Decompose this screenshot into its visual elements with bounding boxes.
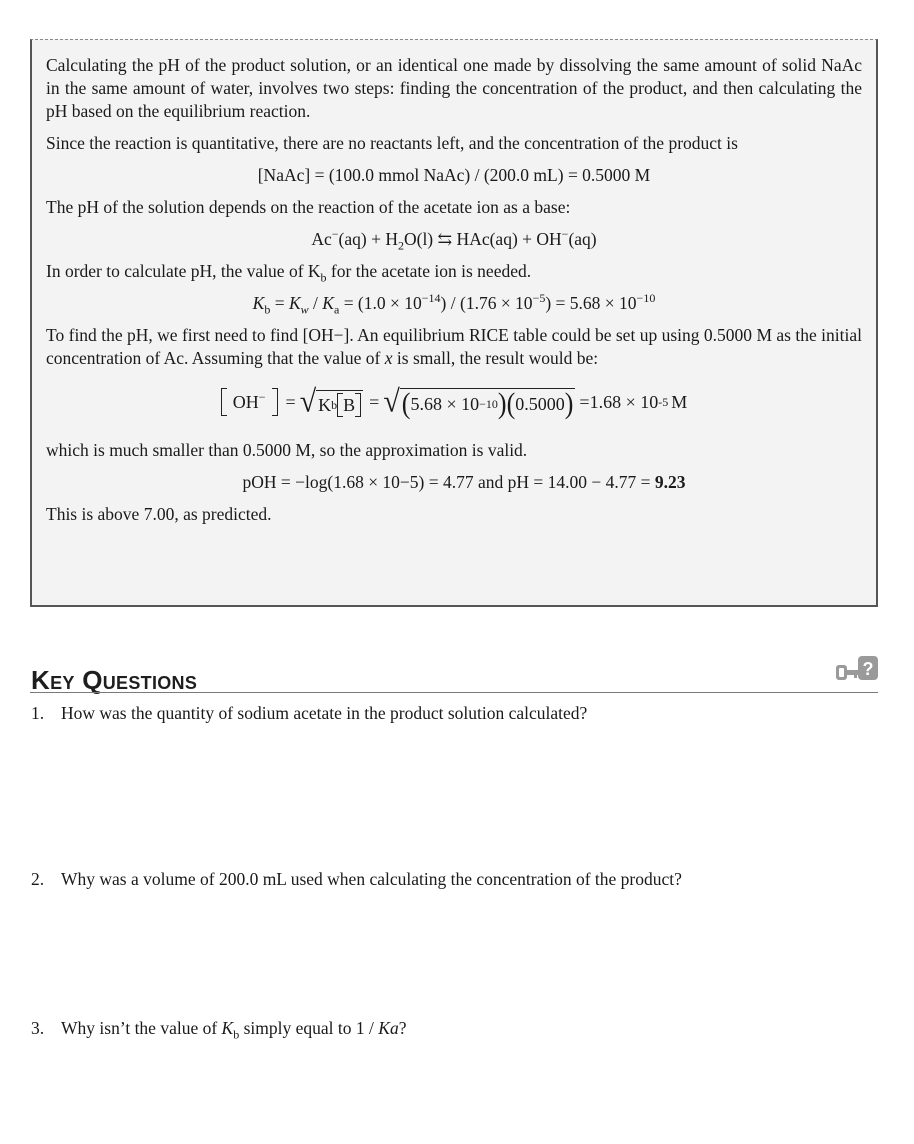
sqrt-conc: 0.5000: [515, 393, 565, 414]
find-oh-text: To find the pH, we first need to find [OH−]. An equilibrium RICE table could be set up using 0.5000 M as the initial concentration of Ac. Assuming that the value of: [46, 325, 862, 368]
question-2: [31, 869, 682, 890]
kb-needed-paragraph: In order to calculate pH, the value of $K_b$ for the acetate ion is needed.: [46, 261, 532, 285]
intro-paragraph: Calculating the pH of the product solution, or an identical one made by dissolving the same amount of solid NaAc in the same amount of water, involves two steps: finding the concentration of the product, and then calculating the pH based on the equilibrium reaction.: [46, 55, 862, 121]
question-text: Why was a volume of 200.0 mL used when calculating the concentration of the product?: [61, 869, 682, 889]
question-text-post: simply equal to 1 /: [239, 1018, 379, 1038]
svg-text:?: ?: [862, 659, 874, 679]
ph-answer: 9.23: [654, 472, 686, 492]
question-k-sub: b: [233, 1027, 240, 1042]
question-number: 1.: [31, 703, 45, 723]
kb-needed-post: for the acetate ion is needed.: [326, 261, 532, 281]
sqrt-numeric: √ ( 5.68 × 10 −10 ) ( 0.5000 ): [383, 384, 574, 421]
poh-equation: [46, 471, 862, 494]
kb-needed-pre: In order to calculate pH, the value of K: [46, 261, 321, 281]
sqrt-kb-b: √ K b B: [300, 387, 363, 417]
kb-calculation-equation: $K_b = K_w / K_a = (1.0 \times 10^{-14}) / (1.76 \times 10^{-5}) = 5.68 \times 10^{-10}$: [252, 291, 656, 317]
find-oh-end: is small, the result would be:: [392, 348, 599, 368]
question-text: How was the quantity of sodium acetate in the product solution calculated?: [61, 703, 588, 723]
question-k: K: [221, 1018, 234, 1038]
poh-text: pOH = −log(1.68 × 10−5) = 4.77 and pH = 14.00 − 4.77 =: [242, 472, 655, 492]
quantitative-paragraph: Since the reaction is quantitative, there are no reactants left, and the concentration of the product is: [46, 133, 738, 153]
hydroxide-sqrt-equation: OH− = √ K b B = √ ( 5.68 × 10 −10 ) ( 0.5000 ) =1.68 × 10 -5 M: [46, 379, 862, 425]
valid-paragraph: which is much smaller than 0.5000 M, so the approximation is valid.: [46, 440, 528, 460]
above-paragraph: This is above 7.00, as predicted.: [46, 504, 272, 524]
acetate-reaction-equation: $Ac^-(aq) + H_2O(l)$ ⇆ HAc(aq) + OH−(aq): [311, 227, 597, 253]
question-number: 2.: [31, 869, 45, 889]
sqrt-result: =1.68 × 10: [579, 391, 659, 412]
find-oh-paragraph: [46, 324, 862, 370]
question-text-pre: Why isn’t the value of: [61, 1018, 222, 1038]
question-number: 3.: [31, 1018, 45, 1038]
sqrt-kb-inner: 5.68 × 10: [410, 393, 480, 414]
key-question-icon: [836, 656, 878, 684]
question-3: [31, 1018, 407, 1042]
sqrt-unit: M: [671, 391, 688, 412]
concentration-equation: [NaAc] = (100.0 mmol NaAc) / (200.0 mL) = 0.5000 M: [257, 165, 651, 185]
key-questions-rule: [30, 692, 878, 693]
key-questions-title: Key Questions: [31, 665, 198, 695]
base-paragraph: The pH of the solution depends on the reaction of the acetate ion as a base:: [46, 197, 571, 217]
find-oh-x: x: [384, 348, 393, 368]
question-ka: Ka: [378, 1018, 399, 1038]
solution-box: [30, 39, 878, 607]
question-1: [31, 703, 587, 724]
question-end: ?: [398, 1018, 407, 1038]
